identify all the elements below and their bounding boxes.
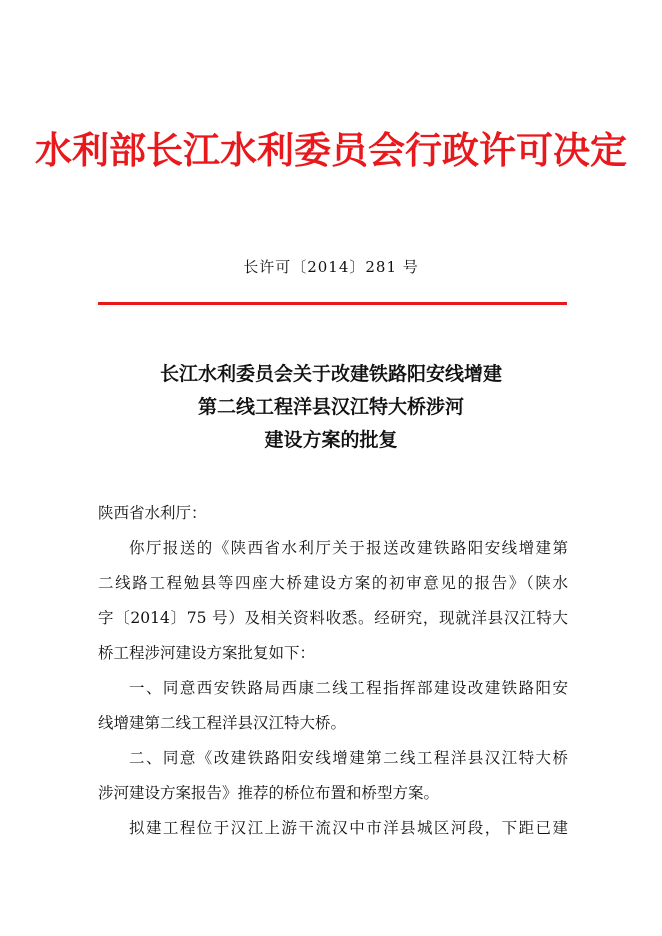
document-subject xyxy=(0,358,662,457)
body-line: 涉河建设方案报告》推荐的桥位布置和桥型方案。 xyxy=(98,784,440,802)
body-line: 一、同意西安铁路局西康二线工程指挥部建设改建铁路阳安 xyxy=(129,679,568,697)
body-line: 字〔2014〕75 号）及相关资料收悉。经研究，现就洋县汉江特大 xyxy=(98,609,568,627)
body-line: 二、同意《改建铁路阳安线增建第二线工程洋县汉江特大桥 xyxy=(129,749,568,767)
body-line: 线增建第二线工程洋县汉江特大桥。 xyxy=(98,714,347,732)
subject-line: 长江水利委员会关于改建铁路阳安线增建 xyxy=(159,363,502,385)
subject-line: 第二线工程洋县汉江特大桥涉河 xyxy=(197,396,464,418)
document-number: 长许可〔2014〕281 号 xyxy=(243,258,419,276)
document-header-title: 水利部长江水利委员会行政许可决定 xyxy=(35,129,627,172)
body-line: 你厅报送的《陕西省水利厅关于报送改建铁路阳安线增建第 xyxy=(129,539,568,557)
body-line: 二线路工程勉县等四座大桥建设方案的初审意见的报告》（陕水 xyxy=(98,574,568,592)
body-line: 拟建工程位于汉江上游干流汉中市洋县城区河段，下距已建 xyxy=(129,819,568,837)
document-body xyxy=(98,496,568,846)
subject-line: 建设方案的批复 xyxy=(264,429,398,451)
addressee: 陕西省水利厅： xyxy=(98,504,207,522)
red-divider-line xyxy=(98,302,567,305)
body-line: 桥工程涉河建设方案批复如下： xyxy=(98,644,316,662)
